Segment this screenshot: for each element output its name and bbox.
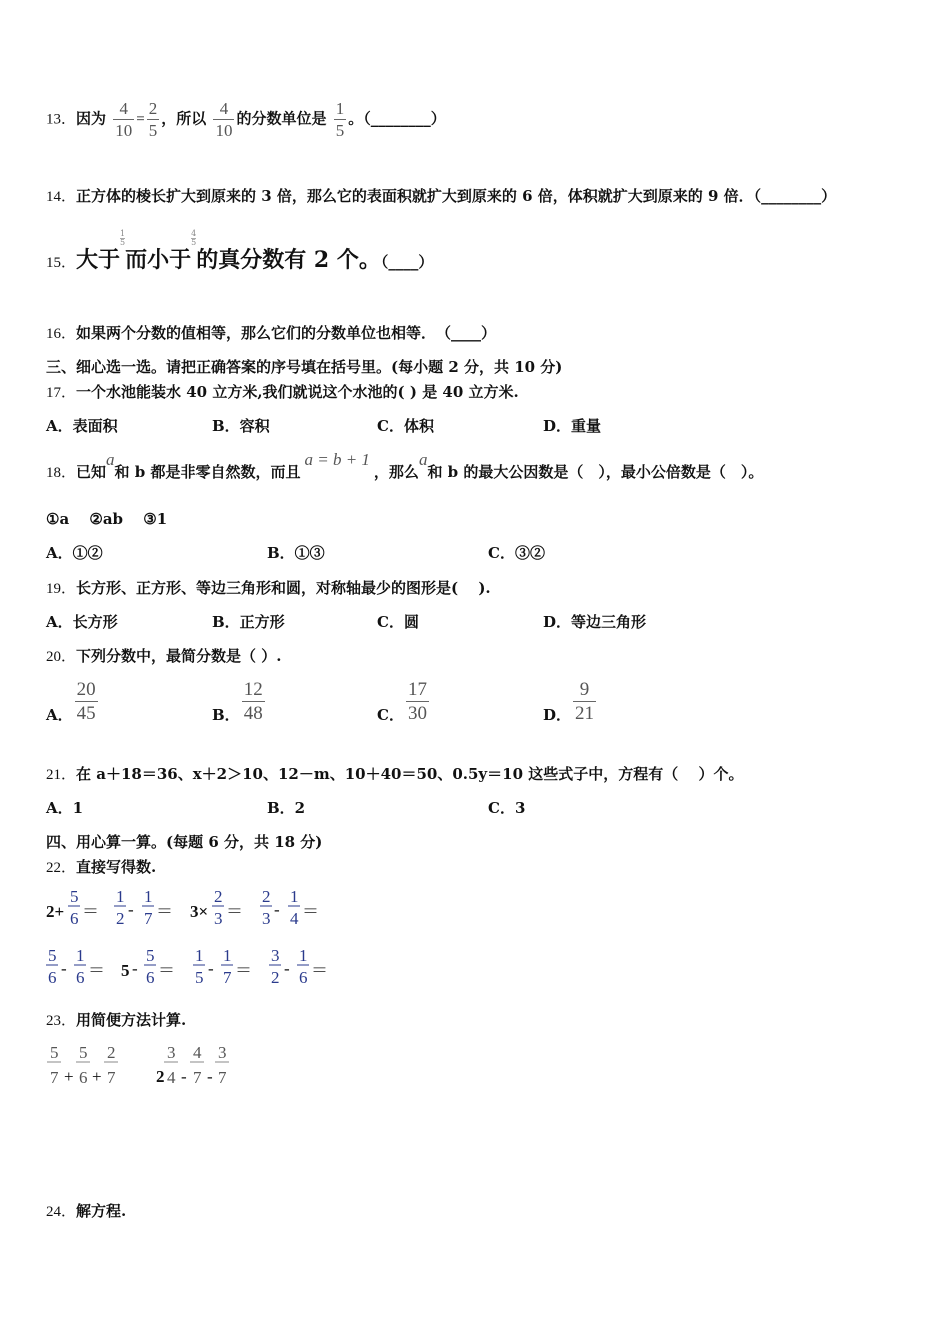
option-c[interactable]: C．3 [488,799,526,817]
svg-text:7: 7 [218,1068,227,1087]
question-23: 23．用简便方法计算. [46,1011,187,1029]
section-3-heading: 三、细心选一选。请把正确答案的序号填在括号里。(每小题 2 分，共 10 分) [46,358,563,376]
svg-text:+: + [92,1067,102,1086]
svg-text:＝: ＝ [156,902,173,921]
svg-text:-: - [284,959,290,978]
calculation-row-1 [44,884,344,934]
question-15: 15．大于 $\frac{1}{5}$ 而小于 $\frac{4}{5}$ 的真分数有 2 个。（____） [46,229,434,273]
svg-text:3×: 3× [190,902,209,921]
svg-text:5: 5 [195,968,204,987]
svg-text:-: - [274,900,280,919]
svg-text:6: 6 [299,968,308,987]
svg-text:2: 2 [214,887,223,906]
fraction: $\frac{4}{10}$ [215,99,233,140]
svg-text:7: 7 [144,909,153,928]
option-c[interactable]: C． $\frac{17}{30}$ [377,679,427,724]
svg-text:5: 5 [48,946,57,965]
fraction-small: $\frac{1}{5}$ [120,229,126,247]
fraction: $\frac{20}{45}$ [76,679,96,724]
fraction-small: $\frac{4}{5}$ [191,229,197,247]
svg-text:-: - [61,959,67,978]
svg-text:5: 5 [146,946,155,965]
svg-text:-: - [128,900,134,919]
svg-text:2: 2 [271,968,280,987]
option-b[interactable]: B．容积 [212,417,270,435]
svg-text:6: 6 [76,968,85,987]
svg-text:1: 1 [195,946,204,965]
fraction: $\frac{1}{5}$ [335,99,345,140]
option-a[interactable]: A．表面积 [46,417,118,435]
svg-text:6: 6 [48,968,57,987]
question-22: 22．直接写得数. [46,858,157,876]
svg-text:1: 1 [223,946,232,965]
svg-text:-: - [208,959,214,978]
question-number: 13． [46,111,77,128]
option-a[interactable]: A．①② [46,544,103,562]
svg-text:＝: ＝ [82,902,99,921]
option-a[interactable]: A．1 [46,799,84,817]
svg-text:-: - [132,959,138,978]
svg-text:3: 3 [214,909,223,928]
svg-text:＝: ＝ [88,961,105,980]
svg-text:1: 1 [76,946,85,965]
svg-text:5: 5 [70,887,79,906]
question-16: 16．如果两个分数的值相等，那么它们的分数单位也相等． （____） [46,324,497,342]
svg-text:-: - [181,1067,187,1086]
svg-text:4: 4 [167,1068,176,1087]
svg-text:-: - [207,1067,213,1086]
svg-text:2: 2 [262,887,271,906]
question-19: 19．长方形、正方形、等边三角形和圆，对称轴最少的图形是( ). [46,579,491,597]
svg-text:6: 6 [70,909,79,928]
svg-text:7: 7 [193,1068,202,1087]
question-21: 21．在 a＋18＝36、x＋2＞10、12－m、10＋40＝50、0.5y＝10 这些式子中，方程有（ ）个。 [46,765,744,783]
svg-text:2: 2 [156,1067,165,1086]
section-4-heading: 四、用心算一算。(每题 6 分，共 18 分) [46,833,323,851]
svg-text:4: 4 [290,909,299,928]
fraction: $\frac{2}{5}$ [148,99,158,140]
question-13: 13．因为 $\frac{4}{10}$ = $\frac{2}{5}$ ，所以 $\frac{4}{10}$ 的分数单位是 $\frac{1}{5}$ 。（________） [46,99,446,140]
question-20: 20．下列分数中，最简分数是（ ）. [46,647,282,665]
svg-text:7: 7 [223,968,232,987]
option-b[interactable]: B． $\frac{12}{48}$ [212,679,263,724]
option-d[interactable]: D．重量 [543,417,602,435]
svg-text:1: 1 [116,887,125,906]
question-17: 17．一个水池能装水 40 立方米,我们就说这个水池的( ) 是 40 立方米. [46,383,519,401]
option-d[interactable]: D． $\frac{9}{21}$ [543,679,595,724]
svg-text:7: 7 [50,1068,59,1087]
option-c[interactable]: C．体积 [377,417,434,435]
svg-text:7: 7 [107,1068,116,1087]
option-c[interactable]: C．圆 [377,613,419,631]
svg-text:3: 3 [271,946,280,965]
svg-text:＝: ＝ [226,902,243,921]
option-d[interactable]: D．等边三角形 [543,613,647,631]
fraction: $\frac{17}{30}$ [407,679,427,724]
svg-text:＝: ＝ [311,961,328,980]
svg-text:1: 1 [144,887,153,906]
svg-text:1: 1 [299,946,308,965]
svg-text:2: 2 [116,909,125,928]
fraction: $\frac{9}{21}$ [575,679,595,724]
svg-text:1: 1 [290,887,299,906]
svg-text:6: 6 [146,968,155,987]
calculation-row-2 [44,943,344,993]
svg-text:6: 6 [79,1068,88,1087]
question-24: 24．解方程. [46,1202,127,1220]
svg-text:5: 5 [79,1043,88,1062]
svg-text:5: 5 [121,961,130,980]
option-b[interactable]: B．正方形 [212,613,285,631]
simplify-expressions [44,1038,244,1090]
question-18: 18．已知a和 b 都是非零自然数，而且a = b + 1，那么a和 b 的最大公因数是（ ），最小公倍数是（ ）。 [46,450,764,481]
svg-text:5: 5 [50,1043,59,1062]
fraction: $\frac{12}{48}$ [243,679,263,724]
svg-text:+: + [64,1067,74,1086]
svg-text:2+: 2+ [46,902,65,921]
option-c[interactable]: C．③② [488,544,545,562]
svg-text:3: 3 [218,1043,227,1062]
fraction: $\frac{4}{10}$ [115,99,133,140]
svg-text:2: 2 [107,1043,116,1062]
choice-list: ①a ②ab ③1 [46,510,168,528]
option-a[interactable]: A． $\frac{20}{45}$ [46,679,96,724]
question-14: 14．正方体的棱长扩大到原来的 3 倍，那么它的表面积就扩大到原来的 6 倍，体积就扩大到原来的 9 倍．（________） [46,187,837,205]
svg-text:＝: ＝ [158,961,175,980]
option-b[interactable]: B．①③ [267,544,325,562]
svg-text:＝: ＝ [235,961,252,980]
svg-text:＝: ＝ [302,902,319,921]
option-b[interactable]: B．2 [267,799,306,817]
option-a[interactable]: A．长方形 [46,613,118,631]
svg-text:4: 4 [193,1043,202,1062]
svg-text:3: 3 [262,909,271,928]
svg-text:3: 3 [167,1043,176,1062]
